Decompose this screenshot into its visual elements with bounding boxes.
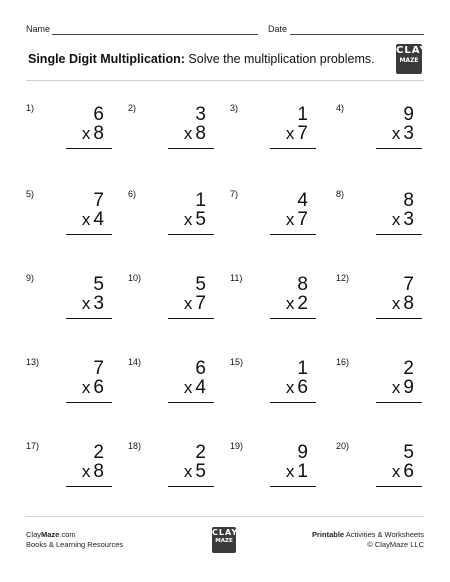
times-sign: x <box>285 210 295 229</box>
multiplicand: 3 <box>195 104 206 125</box>
multiplier-row <box>336 123 414 145</box>
times-sign: x <box>391 124 401 143</box>
problem-2 <box>128 103 228 173</box>
times-sign: x <box>285 294 295 313</box>
logo-line1: CLAY <box>396 45 428 56</box>
answer-line[interactable] <box>376 318 422 319</box>
multiplicand: 7 <box>93 358 104 379</box>
multiplier: 8 <box>195 123 206 144</box>
answer-line[interactable] <box>376 234 422 235</box>
multiplicand: 4 <box>297 190 308 211</box>
multiplier: 5 <box>195 461 206 482</box>
date-field[interactable] <box>290 34 424 35</box>
answer-line[interactable] <box>168 318 214 319</box>
footer-right <box>312 530 424 550</box>
times-sign: x <box>81 462 91 481</box>
problem-17 <box>26 441 126 511</box>
multiplier: 4 <box>195 377 206 398</box>
multiplier-row <box>26 377 104 399</box>
problem-number: 13) <box>26 357 40 367</box>
times-sign: x <box>391 294 401 313</box>
claymaze-logo <box>396 44 428 74</box>
multiplicand: 7 <box>403 274 414 295</box>
multiplier: 5 <box>195 209 206 230</box>
multiplier-row <box>230 293 308 315</box>
multiplicand: 1 <box>297 358 308 379</box>
problem-number: 19) <box>230 441 244 451</box>
multiplier-row <box>336 293 414 315</box>
answer-line[interactable] <box>168 148 214 149</box>
logo-line2: MAZE <box>399 57 419 64</box>
multiplier: 8 <box>403 293 414 314</box>
multiplier: 3 <box>403 123 414 144</box>
problem-16 <box>336 357 436 427</box>
answer-line[interactable] <box>376 148 422 149</box>
footer-divider <box>26 516 424 517</box>
times-sign: x <box>81 378 91 397</box>
times-sign: x <box>391 462 401 481</box>
multiplicand: 2 <box>93 442 104 463</box>
problem-6 <box>128 189 228 259</box>
problem-18 <box>128 441 228 511</box>
times-sign: x <box>81 294 91 313</box>
problem-14 <box>128 357 228 427</box>
footer-logo-line1: CLAY <box>212 528 239 537</box>
multiplier-row <box>336 209 414 231</box>
times-sign: x <box>183 378 193 397</box>
multiplier: 2 <box>297 293 308 314</box>
answer-line[interactable] <box>270 402 316 403</box>
problem-8 <box>336 189 436 259</box>
answer-line[interactable] <box>270 234 316 235</box>
multiplier-row <box>336 377 414 399</box>
answer-line[interactable] <box>66 486 112 487</box>
multiplicand: 8 <box>403 190 414 211</box>
times-sign: x <box>183 294 193 313</box>
name-label: Name <box>26 24 51 34</box>
answer-line[interactable] <box>168 486 214 487</box>
problem-number: 3) <box>230 103 239 113</box>
problem-1 <box>26 103 126 173</box>
multiplier: 6 <box>403 461 414 482</box>
multiplicand: 5 <box>195 274 206 295</box>
answer-line[interactable] <box>376 402 422 403</box>
multiplier: 9 <box>403 377 414 398</box>
title-instructions: Solve the multiplication problems. <box>188 52 375 66</box>
problem-10 <box>128 273 228 343</box>
multiplier-row <box>230 209 308 231</box>
problem-number: 5) <box>26 189 35 199</box>
multiplier-row <box>230 377 308 399</box>
multiplier: 8 <box>93 123 104 144</box>
name-field[interactable] <box>52 34 258 35</box>
multiplier: 1 <box>297 461 308 482</box>
multiplicand: 8 <box>297 274 308 295</box>
multiplier-row <box>128 377 206 399</box>
problem-4 <box>336 103 436 173</box>
multiplier-row <box>26 461 104 483</box>
answer-line[interactable] <box>66 148 112 149</box>
problem-13 <box>26 357 126 427</box>
multiplicand: 5 <box>403 442 414 463</box>
multiplier: 4 <box>93 209 104 230</box>
multiplier-row <box>128 123 206 145</box>
times-sign: x <box>285 378 295 397</box>
answer-line[interactable] <box>270 486 316 487</box>
problem-number: 14) <box>128 357 142 367</box>
multiplier: 3 <box>93 293 104 314</box>
multiplier-row <box>128 293 206 315</box>
multiplicand: 2 <box>195 442 206 463</box>
times-sign: x <box>183 124 193 143</box>
problem-number: 12) <box>336 273 350 283</box>
answer-line[interactable] <box>270 148 316 149</box>
times-sign: x <box>81 124 91 143</box>
footer-copyright: © ClayMaze LLC <box>367 540 424 549</box>
multiplicand: 1 <box>195 190 206 211</box>
problem-number: 11) <box>230 273 243 283</box>
header-divider <box>26 80 424 81</box>
footer-printable: Printable Activities & Worksheets <box>312 530 424 539</box>
multiplier-row <box>230 461 308 483</box>
multiplicand: 9 <box>297 442 308 463</box>
answer-line[interactable] <box>168 234 214 235</box>
multiplier-row <box>128 209 206 231</box>
times-sign: x <box>81 210 91 229</box>
problem-number: 10) <box>128 273 142 283</box>
problem-3 <box>230 103 330 173</box>
problem-7 <box>230 189 330 259</box>
problem-15 <box>230 357 330 427</box>
answer-line[interactable] <box>376 486 422 487</box>
multiplier-row <box>230 123 308 145</box>
multiplicand: 9 <box>403 104 414 125</box>
times-sign: x <box>183 462 193 481</box>
problem-number: 17) <box>26 441 40 451</box>
multiplier: 6 <box>297 377 308 398</box>
problem-12 <box>336 273 436 343</box>
answer-line[interactable] <box>270 318 316 319</box>
footer-logo-line2: MAZE <box>215 538 233 544</box>
problem-number: 2) <box>128 103 137 113</box>
answer-line[interactable] <box>168 402 214 403</box>
multiplier: 7 <box>195 293 206 314</box>
problem-number: 18) <box>128 441 142 451</box>
multiplier-row <box>128 461 206 483</box>
answer-line[interactable] <box>66 234 112 235</box>
times-sign: x <box>183 210 193 229</box>
problem-5 <box>26 189 126 259</box>
footer-site: ClayMaze.com <box>26 530 76 539</box>
problem-number: 16) <box>336 357 350 367</box>
multiplicand: 5 <box>93 274 104 295</box>
worksheet-title <box>28 52 375 66</box>
problem-number: 9) <box>26 273 35 283</box>
problem-number: 1) <box>26 103 35 113</box>
multiplicand: 6 <box>93 104 104 125</box>
footer-tagline: Books & Learning Resources <box>26 540 124 549</box>
answer-line[interactable] <box>66 318 112 319</box>
times-sign: x <box>285 124 295 143</box>
times-sign: x <box>285 462 295 481</box>
multiplicand: 7 <box>93 190 104 211</box>
multiplicand: 2 <box>403 358 414 379</box>
footer-logo <box>212 527 239 553</box>
multiplier: 6 <box>93 377 104 398</box>
multiplier-row <box>26 123 104 145</box>
problem-9 <box>26 273 126 343</box>
answer-line[interactable] <box>66 402 112 403</box>
title-bold: Single Digit Multiplication: <box>28 52 185 66</box>
problem-11 <box>230 273 330 343</box>
problem-20 <box>336 441 436 511</box>
multiplier-row <box>336 461 414 483</box>
multiplier-row <box>26 209 104 231</box>
problem-number: 6) <box>128 189 137 199</box>
problem-number: 15) <box>230 357 244 367</box>
multiplier: 7 <box>297 209 308 230</box>
multiplier: 8 <box>93 461 104 482</box>
times-sign: x <box>391 378 401 397</box>
footer-left <box>26 530 123 550</box>
multiplier-row <box>26 293 104 315</box>
problem-19 <box>230 441 330 511</box>
problem-number: 4) <box>336 103 345 113</box>
problem-number: 20) <box>336 441 350 451</box>
multiplier: 7 <box>297 123 308 144</box>
problem-number: 8) <box>336 189 345 199</box>
multiplier: 3 <box>403 209 414 230</box>
date-label: Date <box>268 24 288 34</box>
multiplicand: 1 <box>297 104 308 125</box>
times-sign: x <box>391 210 401 229</box>
multiplicand: 6 <box>195 358 206 379</box>
problem-number: 7) <box>230 189 239 199</box>
